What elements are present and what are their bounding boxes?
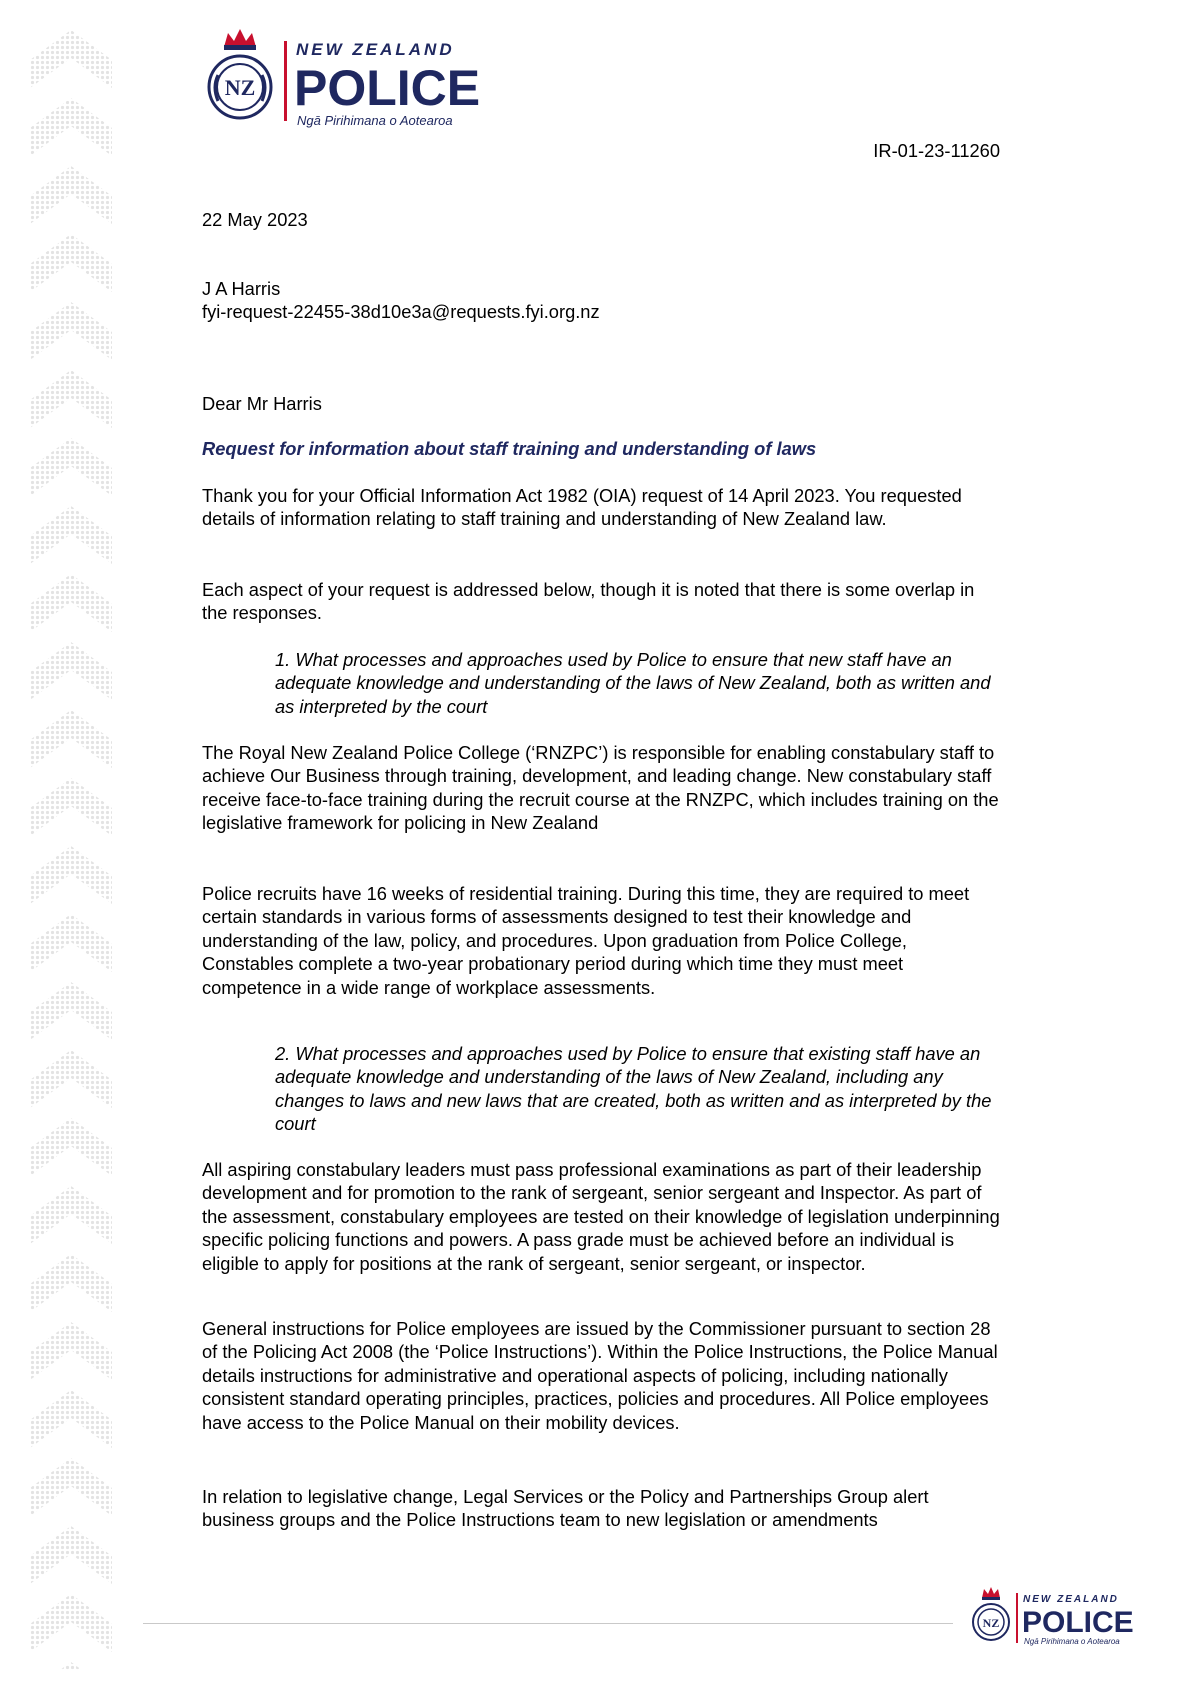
chevron-shape — [30, 1254, 112, 1312]
reference-number: IR-01-23-11260 — [873, 140, 1000, 161]
recipient-name: J A Harris — [202, 278, 281, 299]
chevron-shape — [30, 30, 112, 88]
chevron-shape — [30, 1186, 112, 1244]
chevron-pattern-decoration — [30, 30, 112, 1670]
chevron-shape — [30, 166, 112, 224]
chevron-shape — [30, 98, 112, 156]
letter-subject: Request for information about staff training and understanding of laws — [202, 438, 817, 459]
recipient-email: fyi-request-22455-38d10e3a@requests.fyi.org.nz — [202, 301, 600, 323]
paragraph-police-instructions: General instructions for Police employees are issued by the Commissioner pursuant to section 28 of the Policing Act 2008 (the ‘Police Instructions’). Within the Police Instructions, the Police Manual details instructions for administrative and operational aspects of policing, including nationally consistent standard operating principles, practices, policies and procedures. All Police employees have access to the Police Manual on their mobility devices. — [202, 1318, 998, 1433]
chevron-shape — [30, 1390, 112, 1448]
police-crest-icon — [973, 1587, 1009, 1640]
police-logo-footer — [970, 1585, 1160, 1651]
chevron-shape — [30, 1050, 112, 1108]
chevron-shape — [30, 1118, 112, 1176]
chevron-shape — [30, 1662, 112, 1670]
chevron-shape — [30, 1458, 112, 1516]
paragraph-recruit-training: Police recruits have 16 weeks of residential training. During this time, they are required to meet certain standards in various forms of assessments designed to test their knowledge and understanding of the law, policy, and procedures. Upon graduation from Police College, Constables complete a two-year probationary period during which time they must meet competence in a wide range of workplace assessments. — [202, 883, 970, 998]
paragraph-examinations: All aspiring constabulary leaders must pass professional examinations as part of their leadership development and for promotion to the rank of sergeant, senior sergeant and Inspector. As part of the assessment, constabulary employees are tested on their knowledge of legislation underpinning specific policing functions and powers. A pass grade must be achieved before an individual is eligible to apply for positions at the rank of sergeant, senior sergeant, or inspector. — [202, 1159, 1000, 1274]
chevron-shape — [30, 438, 112, 496]
paragraph-rnzpc: The Royal New Zealand Police College (‘RNZPC’) is responsible for enabling constabulary staff to achieve Our Business through training, development, and leading change. New constabulary staff receive face-to-face training during the recruit course at the RNZPC, which includes training on the legislative framework for policing in New Zealand — [202, 742, 999, 834]
brand-sub-text: Ngā Pirihimana o Aotearoa — [297, 113, 453, 128]
paragraph-intro: Thank you for your Official Information Act 1982 (OIA) request of 14 April 2023. You requested details of information relating to staff training and understanding of New Zealand law. — [202, 485, 962, 530]
brand-top-text: NEW ZEALAND — [296, 40, 455, 59]
police-crest-icon — [209, 29, 271, 118]
question-2: 2. What processes and approaches used by Police to ensure that existing staff have an adequate knowledge and understanding of the laws of New Zealand, including any changes to laws and new laws that are created, both as written and as interpreted by the court — [275, 1043, 992, 1135]
svg-text:NZ: NZ — [224, 75, 256, 100]
chevron-shape — [30, 642, 112, 700]
police-logo-header — [200, 25, 540, 135]
svg-text:NEW ZEALAND: NEW ZEALAND — [1023, 1594, 1119, 1605]
chevron-shape — [30, 302, 112, 360]
paragraph-legislative-change: In relation to legislative change, Legal Services or the Policy and Partnerships Group alert business groups and the Police Instructions team to new legislation or amendments — [202, 1486, 929, 1531]
chevron-shape — [30, 846, 112, 904]
chevron-shape — [30, 506, 112, 564]
chevron-shape — [30, 710, 112, 768]
logo-divider — [284, 41, 287, 121]
recipient-block — [202, 277, 600, 324]
question-1: 1. What processes and approaches used by Police to ensure that new staff have an adequate knowledge and understanding of the laws of New Zealand, both as written and as interpreted by the court — [275, 649, 991, 717]
chevron-shape — [30, 1526, 112, 1584]
salutation: Dear Mr Harris — [202, 393, 322, 414]
chevron-shape — [30, 778, 112, 836]
chevron-shape — [30, 370, 112, 428]
svg-text:NZ: NZ — [982, 1616, 1000, 1630]
chevron-shape — [30, 914, 112, 972]
letter-date: 22 May 2023 — [202, 209, 308, 230]
chevron-shape — [30, 1322, 112, 1380]
chevron-shape — [30, 982, 112, 1040]
svg-text:Ngā Pirihimana o Aotearoa: Ngā Pirihimana o Aotearoa — [1024, 1637, 1120, 1646]
chevron-shape — [30, 574, 112, 632]
chevron-shape — [30, 1594, 112, 1652]
brand-main-text: POLICE — [294, 60, 481, 116]
chevron-shape — [30, 234, 112, 292]
footer-divider — [143, 1623, 953, 1624]
paragraph-overview: Each aspect of your request is addressed below, though it is noted that there is some overlap in the responses. — [202, 579, 975, 624]
svg-text:POLICE: POLICE — [1022, 1606, 1134, 1639]
